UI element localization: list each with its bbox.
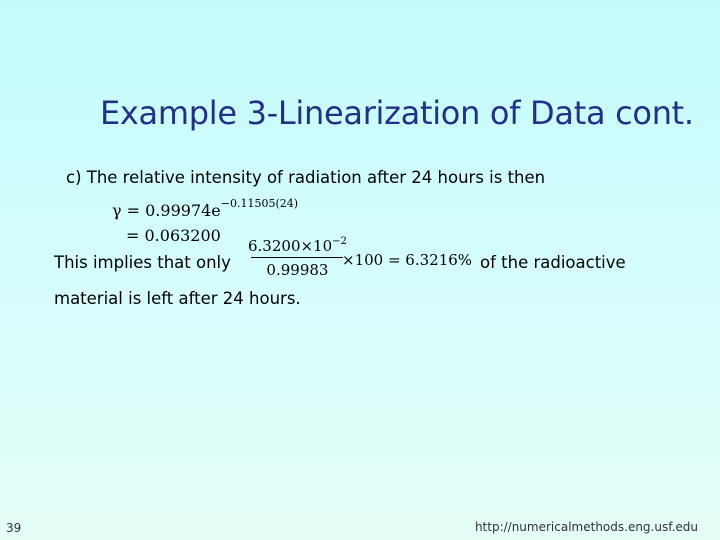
of-radioactive-text: of the radioactive: [480, 253, 626, 272]
percentage-fraction: [245, 237, 350, 279]
part-c-text: c) The relative intensity of radiation after 24 hours is then: [66, 168, 546, 187]
footer-url[interactable]: http://numericalmethods.eng.usf.edu: [474, 520, 698, 534]
fraction-numerator: [245, 237, 350, 257]
equation-gamma-base: γ = 0.99974e: [112, 201, 221, 220]
slide-number: 39: [6, 521, 22, 535]
equation-gamma-result: = 0.063200: [126, 226, 221, 245]
slide-title: Example 3-Linearization of Data cont.: [100, 94, 694, 132]
percentage-result: ×100 = 6.3216%: [342, 251, 473, 269]
material-text: material is left after 24 hours.: [54, 289, 301, 308]
equation-gamma-exponent: −0.11505(24): [220, 197, 299, 210]
equation-gamma: [112, 197, 299, 220]
fraction-denominator: 0.99983: [266, 261, 329, 279]
implies-text: This implies that only: [54, 253, 231, 272]
fraction-numerator-exponent: −2: [332, 236, 347, 247]
fraction-numerator-base: 6.3200×10: [248, 237, 333, 255]
